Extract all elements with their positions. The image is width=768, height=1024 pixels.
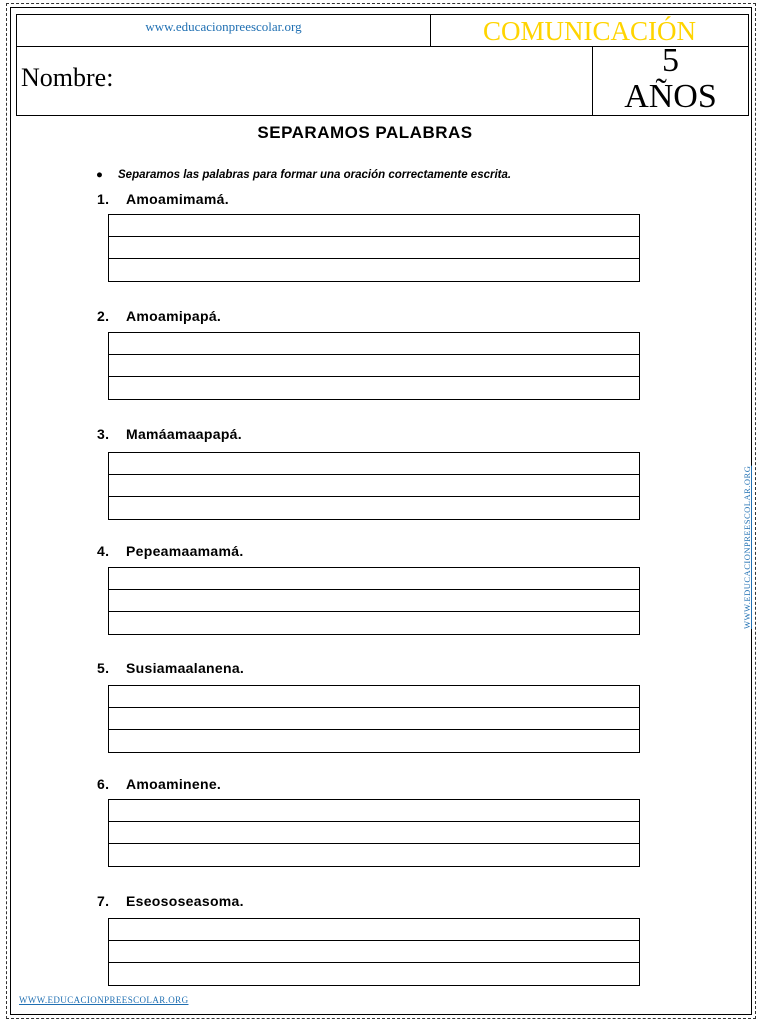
exercise-number: 7. — [97, 893, 110, 909]
answer-line[interactable] — [109, 844, 639, 866]
exercise-text: Eseososeasoma. — [126, 893, 244, 909]
exercise-number: 5. — [97, 660, 110, 676]
age-box — [593, 42, 748, 115]
instruction-text: Separamos las palabras para formar una oración correctamente escrita. — [118, 169, 512, 181]
exercise-text: Amoamimamá. — [126, 191, 229, 207]
exercise-number: 3. — [97, 426, 110, 442]
answer-line[interactable] — [109, 259, 639, 281]
answer-line[interactable] — [109, 730, 639, 752]
header-site-url[interactable]: www.educacionpreescolar.org — [17, 15, 431, 47]
answer-line[interactable] — [109, 355, 639, 377]
footer-url-link[interactable]: WWW.EDUCACIONPREESCOLAR.ORG — [19, 995, 189, 1005]
exercise-text: Mamáamaapapá. — [126, 426, 242, 442]
answer-line[interactable] — [109, 963, 639, 985]
exercise-label — [97, 776, 221, 792]
exercise-label — [97, 191, 229, 207]
exercise-text: Amoaminene. — [126, 776, 222, 792]
exercise-label — [97, 893, 244, 909]
subject-title: COMUNICACIÓN — [431, 15, 748, 47]
answer-line[interactable] — [109, 333, 639, 355]
exercise-number: 6. — [97, 776, 110, 792]
answer-line[interactable] — [109, 800, 639, 822]
answer-lines[interactable] — [108, 799, 640, 867]
answer-line[interactable] — [109, 822, 639, 844]
exercise-label — [97, 660, 244, 676]
exercise-number: 2. — [97, 308, 110, 324]
header-table — [16, 14, 749, 116]
age-number: 5 — [662, 42, 679, 79]
age-unit: AÑOS — [624, 78, 717, 115]
answer-lines[interactable] — [108, 214, 640, 282]
exercise-label — [97, 543, 244, 559]
exercise-number: 1. — [97, 191, 110, 207]
bullet-icon: ● — [96, 169, 103, 181]
answer-lines[interactable] — [108, 332, 640, 400]
answer-line[interactable] — [109, 612, 639, 634]
answer-lines[interactable] — [108, 452, 640, 520]
answer-line[interactable] — [109, 215, 639, 237]
exercise-number: 4. — [97, 543, 110, 559]
answer-line[interactable] — [109, 941, 639, 963]
exercise-label — [97, 308, 221, 324]
answer-lines[interactable] — [108, 918, 640, 986]
answer-lines[interactable] — [108, 567, 640, 635]
exercise-text: Pepeamaamamá. — [126, 543, 244, 559]
answer-line[interactable] — [109, 475, 639, 497]
exercise-text: Amoamipapá. — [126, 308, 222, 324]
exercise-text: Susiamaalanena. — [126, 660, 245, 676]
answer-line[interactable] — [109, 568, 639, 590]
answer-line[interactable] — [109, 377, 639, 399]
answer-line[interactable] — [109, 453, 639, 475]
answer-line[interactable] — [109, 708, 639, 730]
worksheet-title: SEPARAMOS PALABRAS — [257, 123, 473, 142]
answer-line[interactable] — [109, 919, 639, 941]
answer-line[interactable] — [109, 497, 639, 519]
answer-line[interactable] — [109, 590, 639, 612]
instruction — [96, 169, 511, 181]
answer-line[interactable] — [109, 686, 639, 708]
name-field-label: Nombre: — [17, 47, 593, 115]
exercise-label — [97, 426, 242, 442]
answer-lines[interactable] — [108, 685, 640, 753]
side-url-link[interactable]: WWW.EDUCACIONPREESCOLAR.ORG — [742, 465, 752, 629]
answer-line[interactable] — [109, 237, 639, 259]
